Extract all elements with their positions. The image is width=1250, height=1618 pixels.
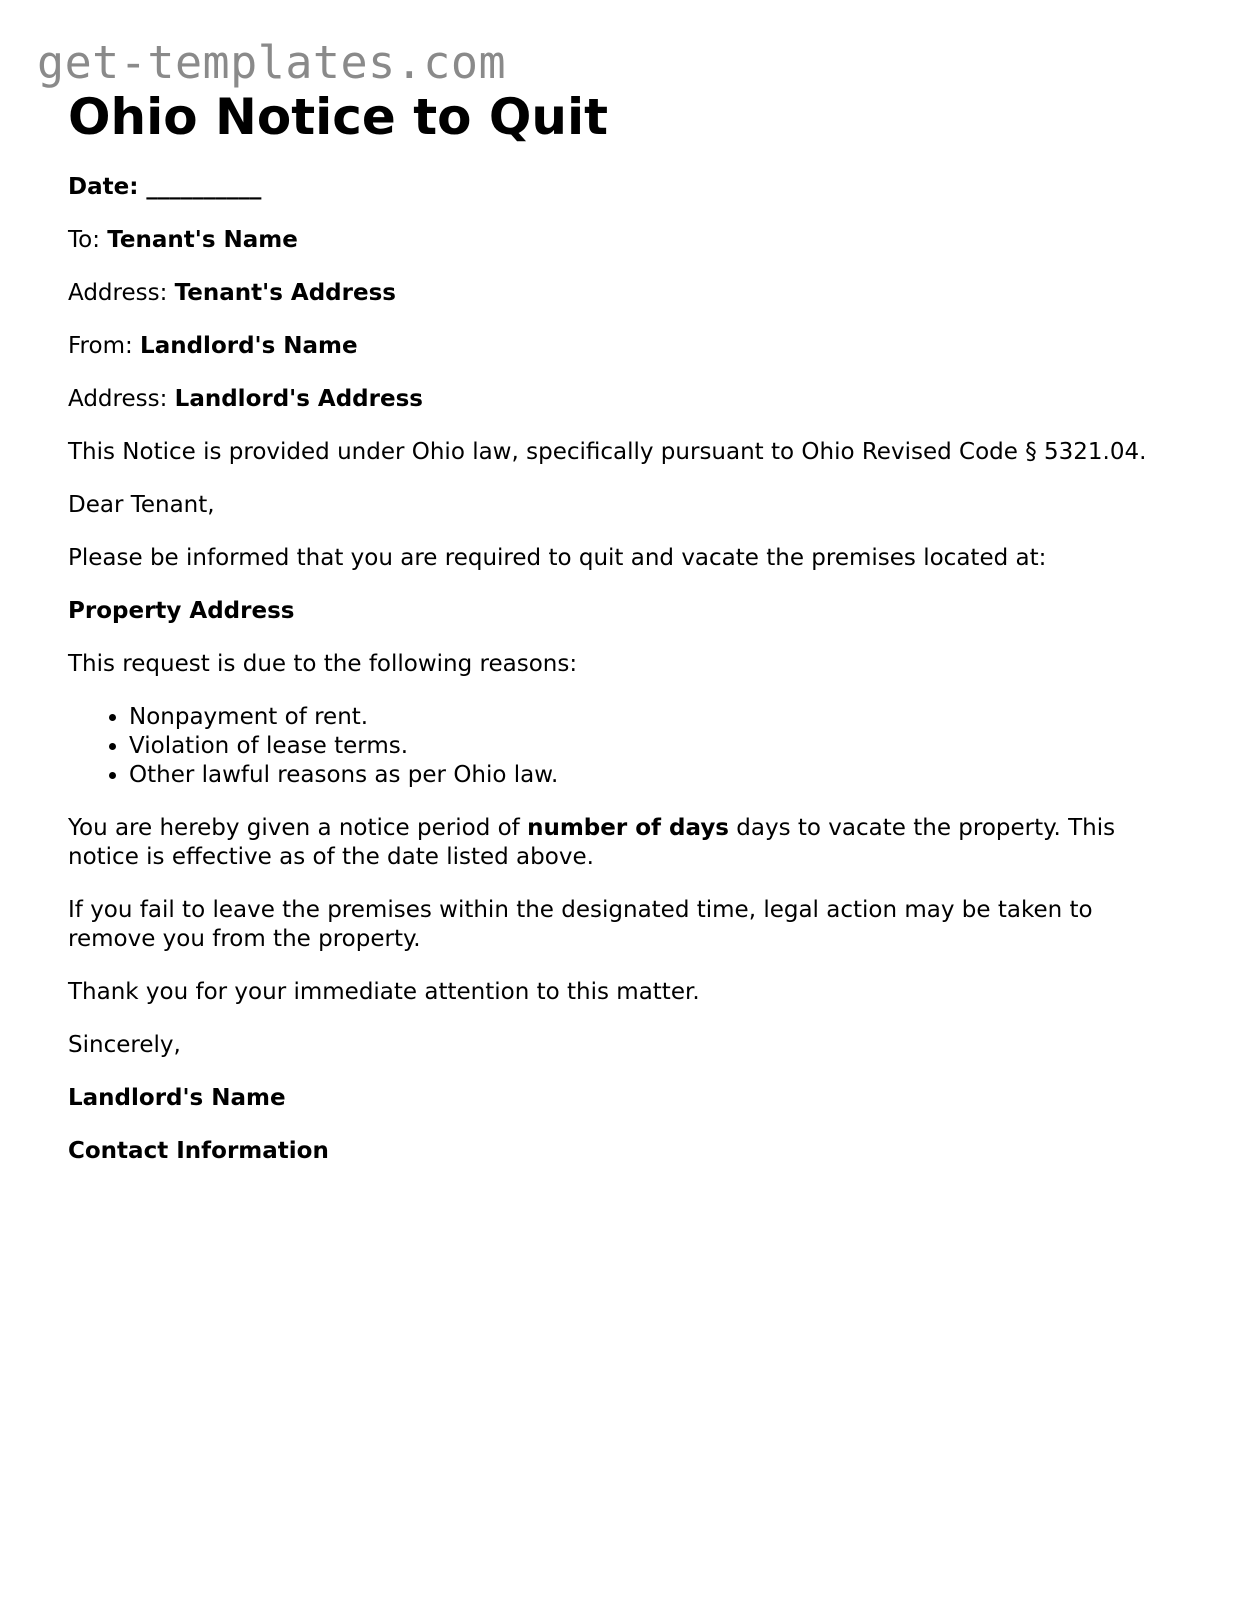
list-item: • Violation of lease terms.	[129, 732, 1178, 761]
legal-action: If you fail to leave the premises within the designated time, legal action may be taken to remove you from the property.	[68, 897, 1093, 952]
notice-document	[68, 86, 1178, 1166]
page-title: Ohio Notice to Quit	[68, 88, 608, 146]
watermark: get-templates.com	[37, 36, 507, 89]
landlord-address: Landlord's Address	[174, 386, 423, 412]
date-blank: __________	[146, 174, 262, 200]
salutation: Dear Tenant,	[68, 492, 215, 518]
list-item: • Other lawful reasons as per Ohio law.	[129, 761, 1178, 790]
from-label: From:	[68, 333, 133, 359]
to-line	[68, 226, 1178, 255]
legal-basis: This Notice is provided under Ohio law, specifically pursuant to Ohio Revised Code § 5321.04.	[68, 439, 1147, 465]
to-label: To:	[68, 227, 100, 253]
signature-name: Landlord's Name	[68, 1085, 286, 1111]
notice-period	[68, 814, 1178, 872]
notice-period-before: You are hereby given a notice period of	[68, 815, 528, 841]
property-address: Property Address	[68, 598, 295, 624]
thanks: Thank you for your immediate attention to this matter.	[68, 979, 700, 1005]
date-line	[68, 173, 1178, 202]
notice-period-after: days to vacate the property. This notice is effective as of the date listed above.	[68, 815, 1116, 870]
tenant-name: Tenant's Name	[107, 227, 298, 253]
address-label: Address:	[68, 386, 168, 412]
reasons-list	[68, 703, 1178, 790]
vacate-intro: Please be informed that you are required to quit and vacate the premises located at:	[68, 545, 1047, 571]
list-item: • Nonpayment of rent.	[129, 703, 1178, 732]
date-label: Date:	[68, 174, 139, 200]
closing: Sincerely,	[68, 1032, 181, 1058]
tenant-address-line	[68, 279, 1178, 308]
contact-info: Contact Information	[68, 1138, 329, 1164]
from-line	[68, 332, 1178, 361]
days-placeholder: number of days	[527, 815, 729, 841]
reasons-intro: This request is due to the following reasons:	[68, 651, 578, 677]
tenant-address: Tenant's Address	[174, 280, 396, 306]
landlord-address-line	[68, 385, 1178, 414]
address-label: Address:	[68, 280, 168, 306]
landlord-name: Landlord's Name	[140, 333, 358, 359]
